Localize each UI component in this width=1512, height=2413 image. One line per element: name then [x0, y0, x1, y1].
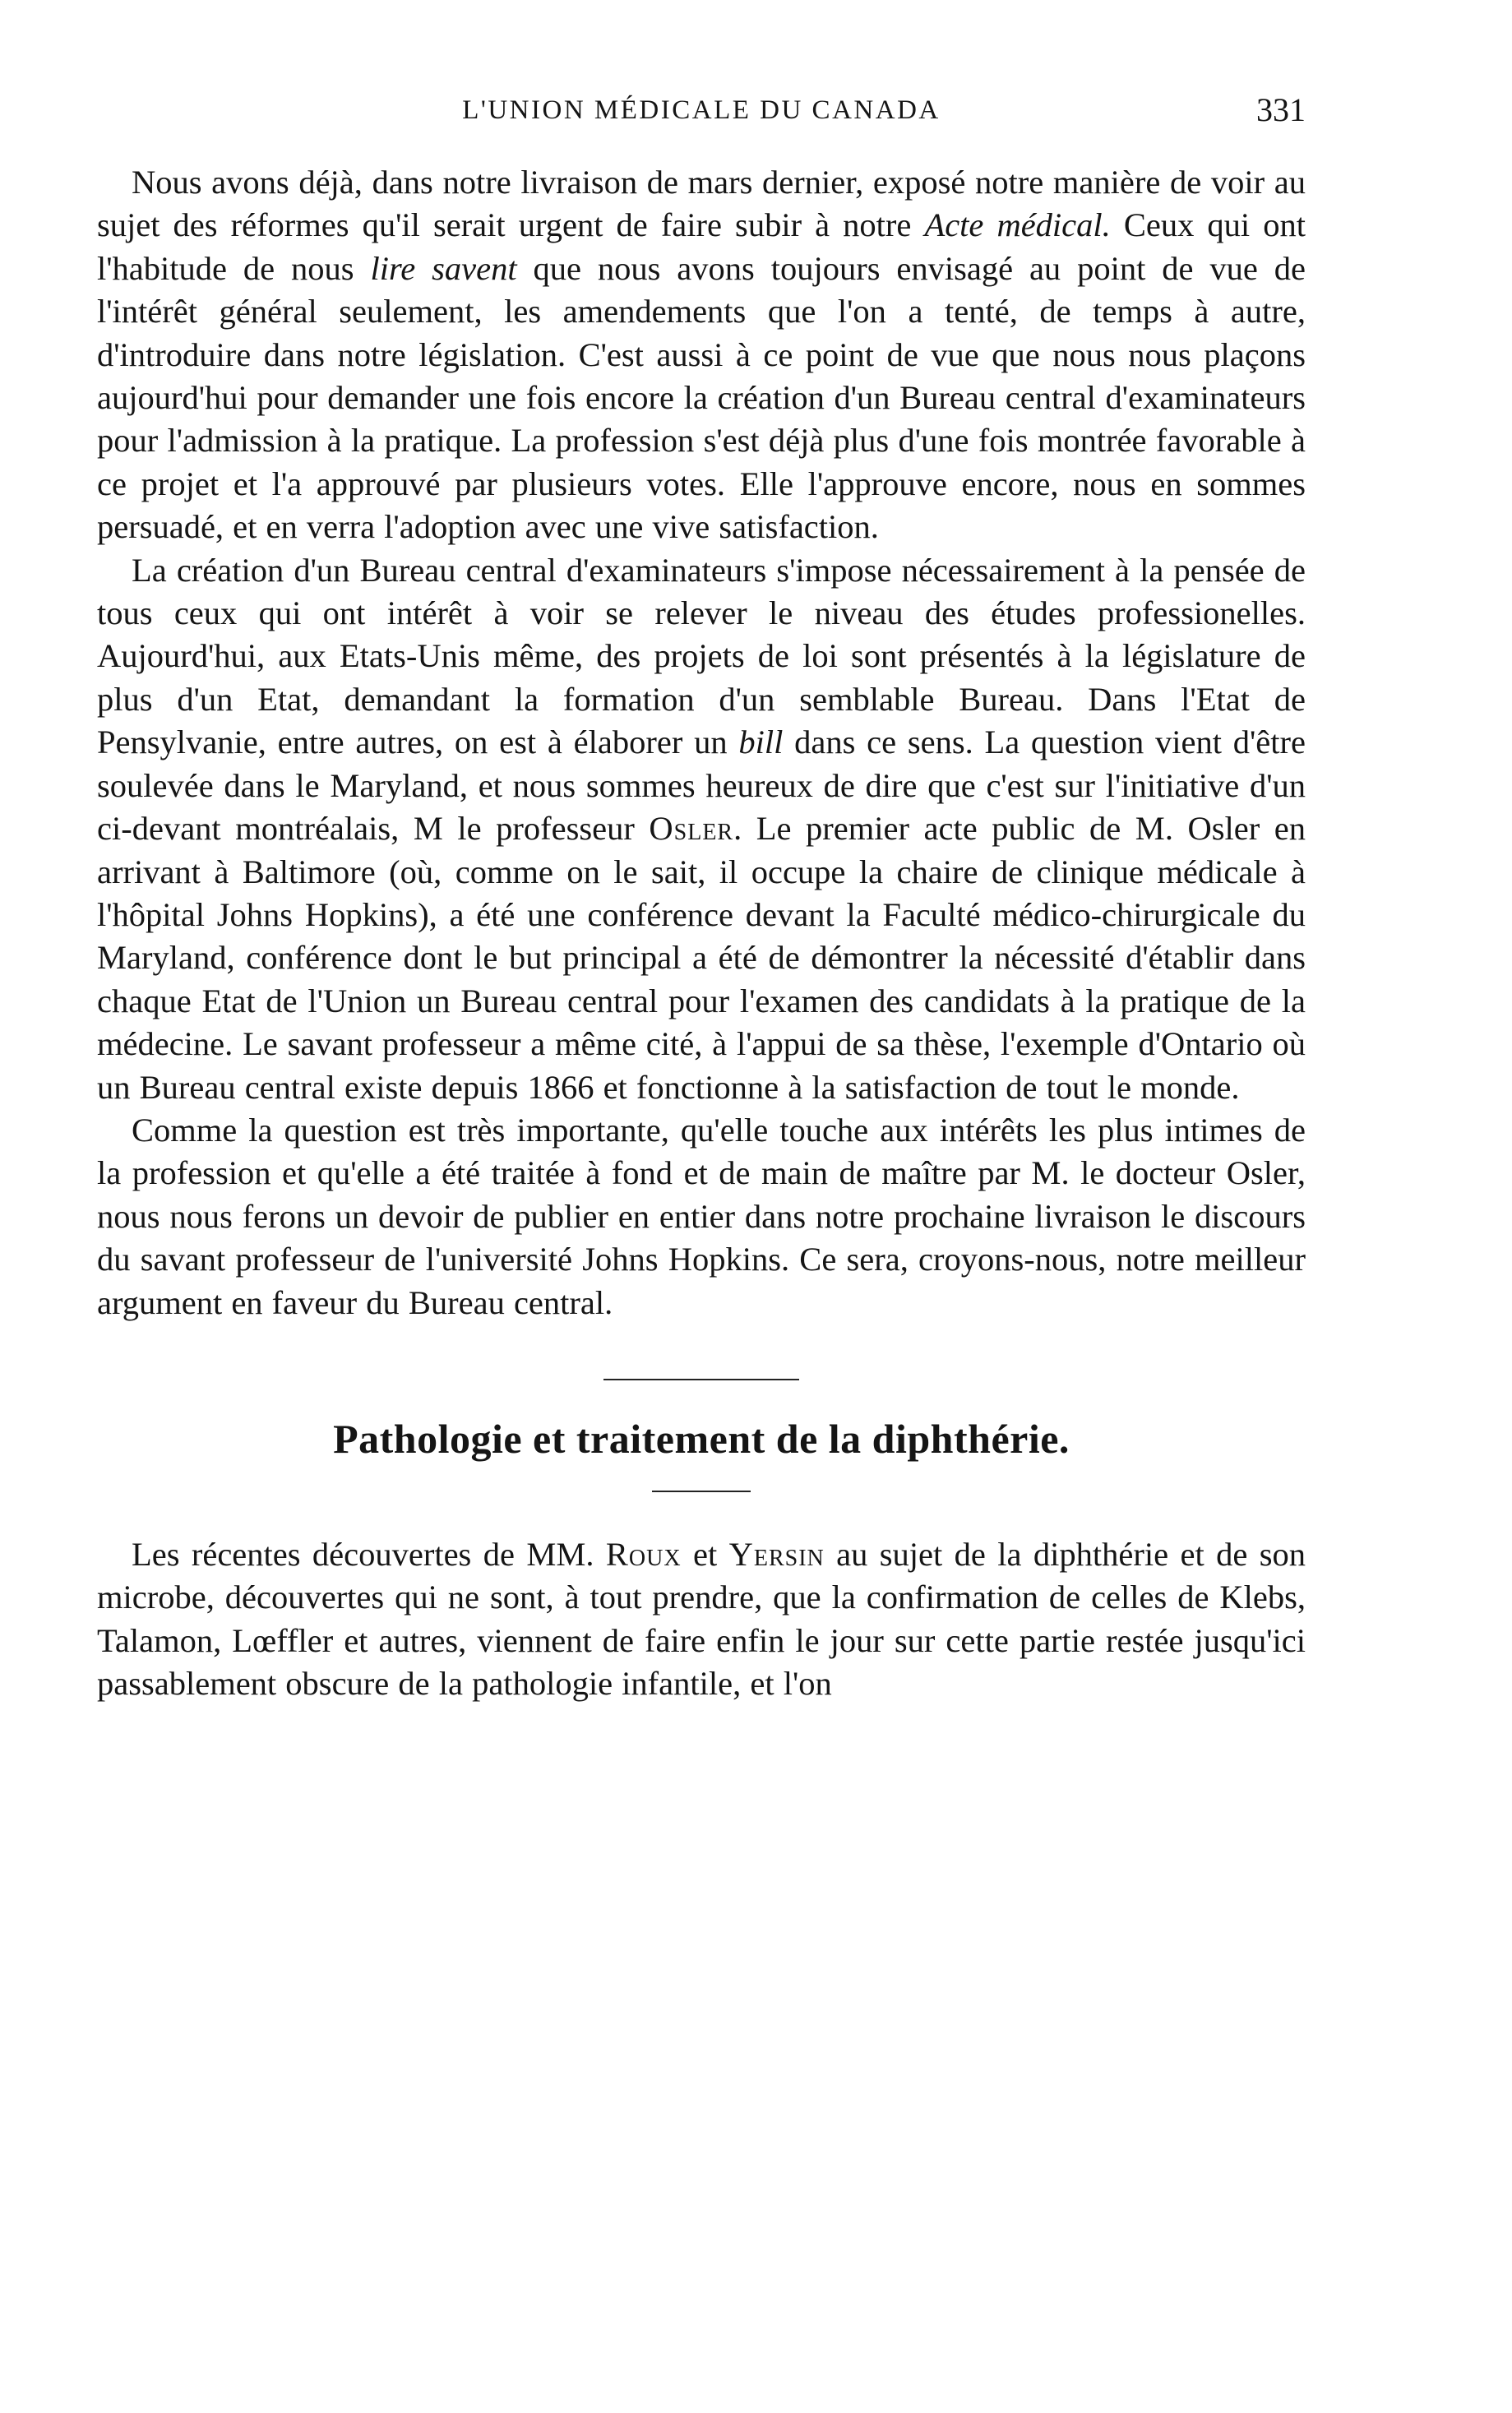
paragraph-1-italic-2: lire savent — [370, 249, 517, 287]
section-paragraph-1-smallcaps-1: Roux — [605, 1535, 682, 1573]
page-number: 331 — [1256, 91, 1306, 128]
section-paragraph-1-text-2: et — [681, 1535, 729, 1573]
paragraph-2-text-2: dans ce sens. La question vient d'être soulevée dans le Maryland, et nous sommes heureux de dire que c'est sur l'initiative d'un ci-devant montréalais, M le professeur — [97, 723, 1306, 848]
paragraph-3 — [97, 1109, 1306, 1324]
running-title: L'UNION MÉDICALE DU CANADA — [462, 95, 941, 125]
section-paragraph-1-text-1: Les récentes découvertes de MM. — [132, 1535, 606, 1573]
paragraph-1-italic-1: Acte médical. — [924, 206, 1111, 244]
paragraph-1 — [97, 161, 1306, 549]
paragraph-3-text-1: Comme la question est très importante, qu'elle touche aux intérêts les plus intimes de la profession et qu'elle a été traitée à fond et de main de maître par M. le docteur Osler, nous nous ferons un devoir de publier en entier dans notre prochaine livraison le discours du savant professeur de l'université Johns Hopkins. Ce sera, croyons-nous, notre meilleur argument en faveur du Bureau central. — [97, 1111, 1306, 1321]
paragraph-2-text-1: La création d'un Bureau central d'examinateurs s'impose nécessairement à la pensée de tous ceux qui ont intérêt à voir se relever le niveau des études professionelles. Aujourd'hui, aux Etats-Unis même, des projets de loi sont présentés à la législature de plus d'un Etat, demandant la formation d'un semblable Bureau. Dans l'Etat de Pensylvanie, entre autres, on est à élaborer un — [97, 551, 1306, 761]
section-divider-bottom — [652, 1491, 751, 1492]
paragraph-1-text-2: Ceux qui ont l'habitude de nous — [97, 206, 1306, 287]
section-paragraph-1 — [97, 1533, 1306, 1706]
paragraph-1-text-1: Nous avons déjà, dans notre livraison de mars dernier, exposé notre manière de voir au sujet des réformes qu'il serait urgent de faire subir à notre — [97, 164, 1306, 244]
paragraph-1-text-3: que nous avons toujours envisagé au point de vue de l'intérêt général seulement, les amendements que l'on a tenté, de temps à autre, d'introduire dans notre législation. C'est aussi à ce point de vue que nous nous plaçons aujourd'hui pour demander une fois encore la création d'un Bureau central d'examinateurs pour l'admission à la pratique. La profession s'est déjà plus d'une fois montrée favorable à ce projet et l'a approuvé par plusieurs votes. Elle l'approuve encore, nous en sommes persuadé, et en verra l'adoption avec une vive satisfaction. — [97, 249, 1306, 546]
paragraph-2-italic-1: bill — [738, 723, 784, 761]
page-content — [97, 90, 1306, 1706]
paragraph-2-smallcaps-1: Osler — [649, 810, 734, 848]
running-header — [97, 90, 1306, 140]
section-title: Pathologie et traitement de la diphthérie. — [333, 1415, 1070, 1462]
section-divider-top — [603, 1379, 799, 1380]
paragraph-2 — [97, 549, 1306, 1109]
paragraph-2-text-3: . Le premier acte public de M. Osler en arrivant à Baltimore (où, comme on le sait, il occupe la chaire de clinique médicale à l'hôpital Johns Hopkins), a été une conférence devant la Faculté médico-chirurgicale du Maryland, conférence dont le but principal a été de démontrer la nécessité d'établir dans chaque Etat de l'Union un Bureau central pour l'examen des candidats à la pratique de la médecine. Le savant professeur a même cité, à l'appui de sa thèse, l'exemple d'Ontario où un Bureau central existe depuis 1866 et fonctionne à la satisfaction de tout le monde. — [97, 810, 1306, 1106]
section-paragraph-1-text-3: au sujet de la diphthérie et de son microbe, découvertes qui ne sont, à tout prendre, que la confirmation de celles de Klebs, Talamon, Lœffler et autres, viennent de faire enfin le jour sur cette partie restée jusqu'ici passablement obscure de la pathologie infantile, et l'on — [97, 1535, 1306, 1703]
section-paragraph-1-smallcaps-2: Yersin — [728, 1535, 825, 1573]
